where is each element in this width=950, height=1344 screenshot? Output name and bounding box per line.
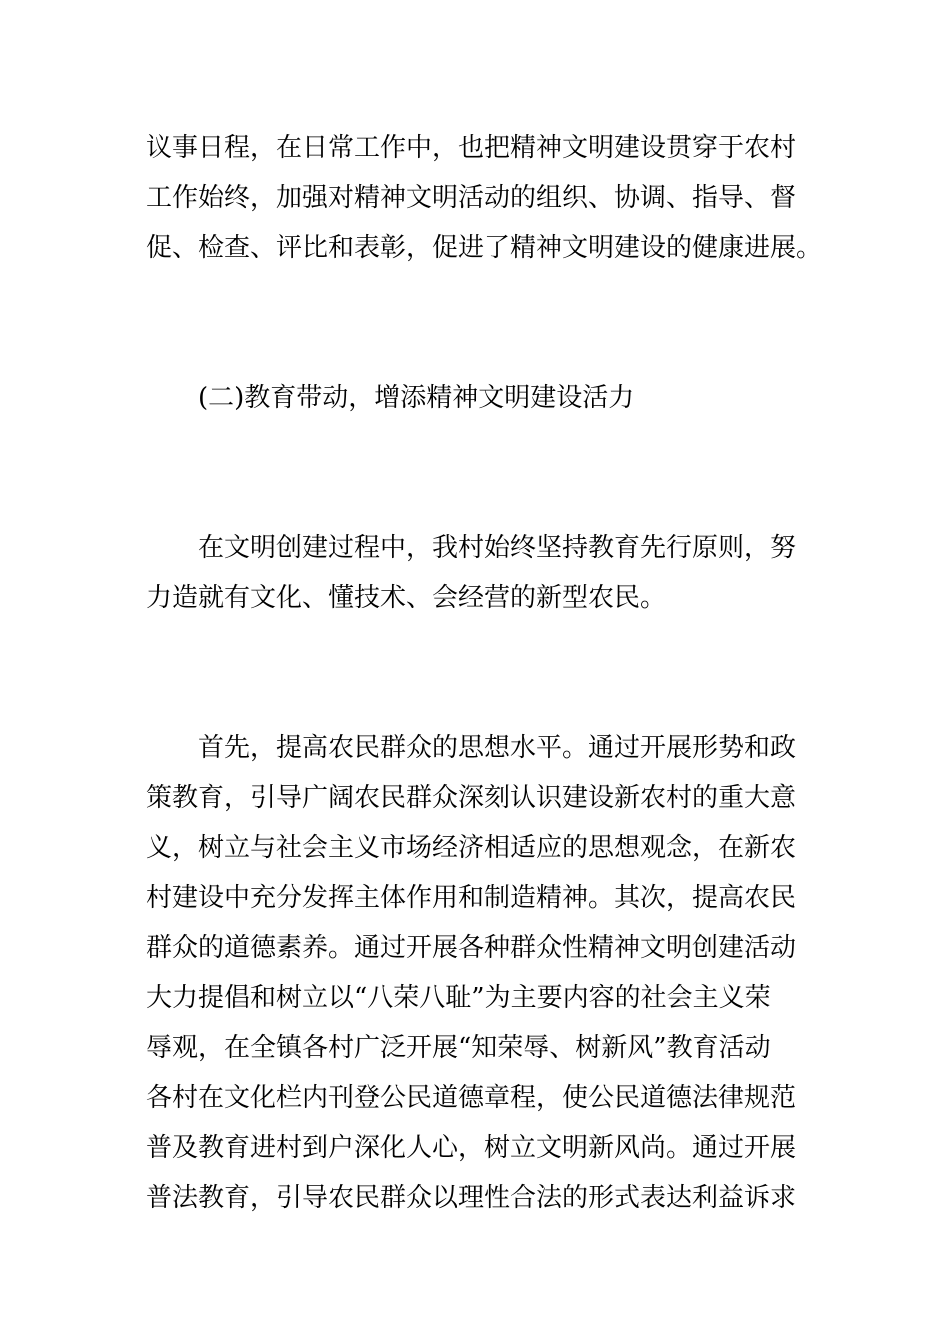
paragraph-3-line-9: 普及教育进村到户深化人心，树立文明新风尚。通过开展	[146, 1133, 797, 1163]
paragraph-3-line-7: 辱观，在全镇各村广泛开展“知荣辱、树新风”教育活动	[146, 1033, 771, 1063]
paragraph-3-line-6: 大力提倡和树立以“八荣八耻”为主要内容的社会主义荣	[146, 983, 771, 1013]
paragraph-2-line-1: 在文明创建过程中，我村始终坚持教育先行原则，努	[198, 533, 797, 563]
paragraph-2-line-2: 力造就有文化、懂技术、会经营的新型农民。	[146, 583, 667, 613]
paragraph-3-line-2: 策教育，引导广阔农民群众深刻认识建设新农村的重大意	[146, 783, 797, 813]
paragraph-1-line-2: 工作始终，加强对精神文明活动的组织、协调、指导、督	[146, 183, 797, 213]
paragraph-1-line-1: 议事日程，在日常工作中，也把精神文明建设贯穿于农村	[146, 133, 797, 163]
paragraph-3-line-10: 普法教育，引导农民群众以理性合法的形式表达利益诉求	[146, 1183, 797, 1213]
paragraph-3-line-8: 各村在文化栏内刊登公民道德章程，使公民道德法律规范	[146, 1083, 797, 1113]
paragraph-1-line-3: 促、检查、评比和表彰，促进了精神文明建设的健康进展。	[146, 233, 823, 263]
paragraph-3-line-4: 村建设中充分发挥主体作用和制造精神。其次，提高农民	[146, 883, 797, 913]
paragraph-3-line-3: 义，树立与社会主义市场经济相适应的思想观念，在新农	[146, 833, 797, 863]
paragraph-3-line-5: 群众的道德素养。通过开展各种群众性精神文明创建活动	[146, 933, 797, 963]
section-heading: (二)教育带动，增添精神文明建设活力	[198, 383, 635, 413]
paragraph-3-line-1: 首先，提高农民群众的思想水平。通过开展形势和政	[198, 733, 797, 763]
